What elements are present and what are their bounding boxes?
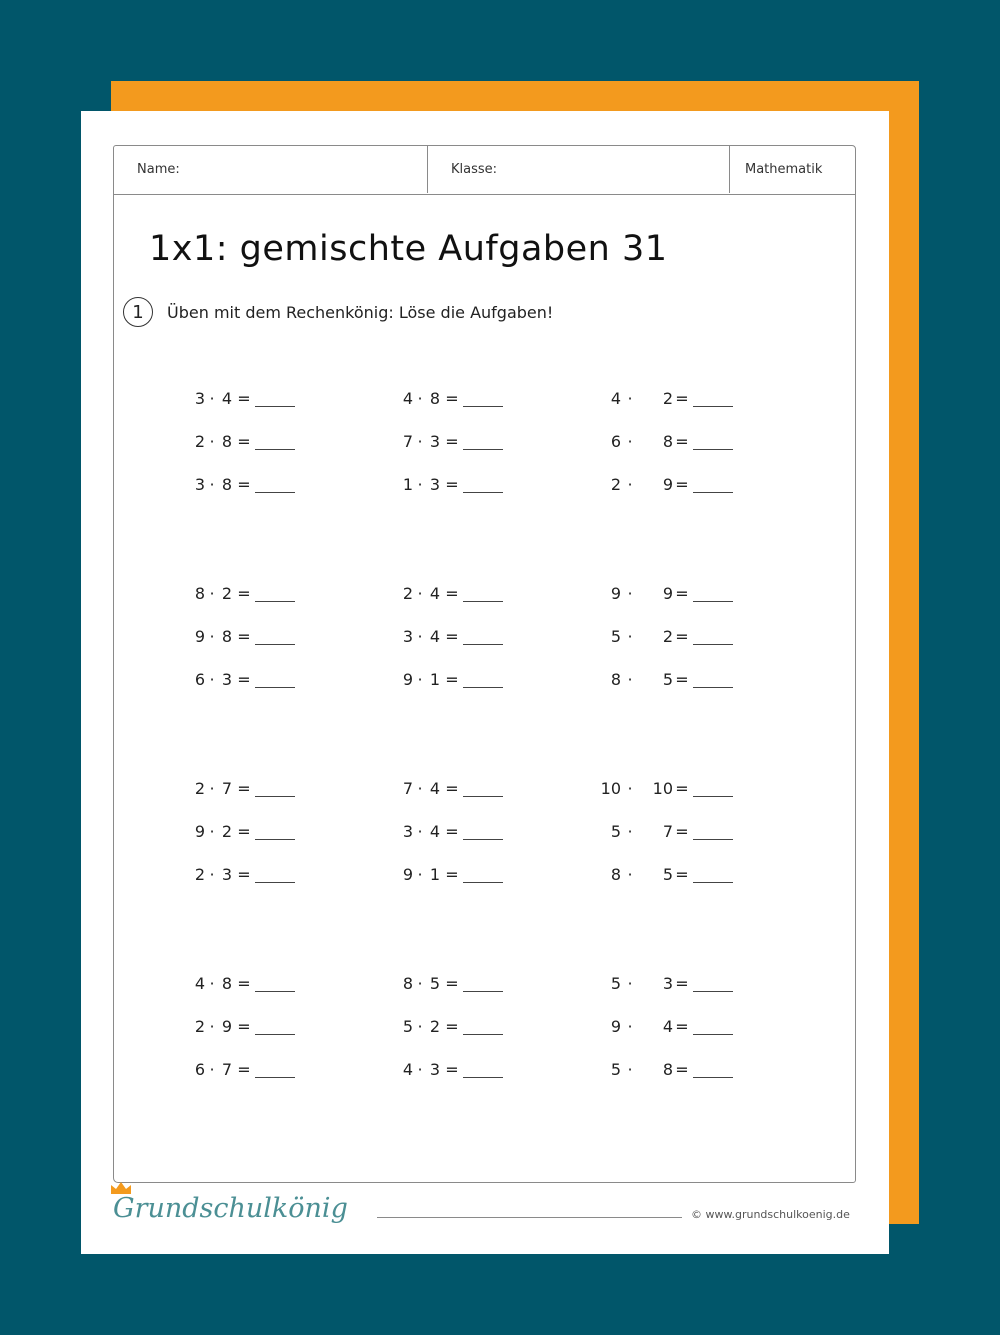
equation-row (383, 776, 503, 800)
task-instruction: Üben mit dem Rechenkönig: Löse die Aufgaben! (167, 302, 554, 322)
answer-blank[interactable] (255, 866, 295, 883)
equation-row (591, 624, 733, 648)
answer-blank[interactable] (693, 585, 733, 602)
multiply-sign: · (209, 583, 215, 603)
equation-row (175, 862, 295, 886)
multiply-sign: · (627, 1059, 633, 1079)
factor-b: 8 (221, 431, 233, 451)
factor-b: 7 (662, 821, 673, 841)
answer-blank[interactable] (693, 628, 733, 645)
factor-b: 3 (429, 1059, 441, 1079)
equation-row (175, 1014, 295, 1038)
equals-sign: = (445, 626, 459, 646)
equation-row (383, 1014, 503, 1038)
equation-row (175, 667, 295, 691)
answer-blank[interactable] (255, 780, 295, 797)
equation-row (383, 1057, 503, 1081)
multiply-sign: · (417, 431, 423, 451)
equals-sign: = (675, 669, 689, 689)
equals-sign: = (675, 1059, 689, 1079)
factor-b: 3 (429, 474, 441, 494)
footer-url: © www.grundschulkoenig.de (691, 1208, 850, 1221)
equation-row (383, 667, 503, 691)
factor-a: 6 (194, 1059, 205, 1079)
factor-a: 8 (610, 864, 621, 884)
answer-blank[interactable] (693, 433, 733, 450)
factor-b: 3 (662, 973, 673, 993)
answer-blank[interactable] (693, 671, 733, 688)
multiply-sign: · (627, 778, 633, 798)
answer-blank[interactable] (255, 433, 295, 450)
multiply-sign: · (209, 1016, 215, 1036)
factor-b: 8 (662, 431, 673, 451)
factor-b: 4 (221, 388, 233, 408)
factor-a: 6 (610, 431, 621, 451)
factor-b: 3 (221, 864, 233, 884)
multiply-sign: · (627, 388, 633, 408)
factor-b: 2 (221, 821, 233, 841)
factor-b: 1 (429, 669, 441, 689)
factor-b: 4 (429, 626, 441, 646)
equals-sign: = (445, 864, 459, 884)
factor-b: 7 (221, 1059, 233, 1079)
equals-sign: = (445, 1016, 459, 1036)
multiply-sign: · (627, 1016, 633, 1036)
answer-blank[interactable] (463, 628, 503, 645)
answer-blank[interactable] (255, 390, 295, 407)
factor-a: 8 (194, 583, 205, 603)
multiply-sign: · (417, 864, 423, 884)
equals-sign: = (675, 973, 689, 993)
factor-a: 5 (402, 1016, 413, 1036)
factor-b: 3 (429, 431, 441, 451)
equals-sign: = (675, 583, 689, 603)
factor-b: 4 (429, 583, 441, 603)
equation-row (175, 386, 295, 410)
answer-blank[interactable] (255, 585, 295, 602)
multiply-sign: · (209, 669, 215, 689)
multiply-sign: · (627, 583, 633, 603)
equals-sign: = (445, 778, 459, 798)
equals-sign: = (237, 626, 251, 646)
equation-row (175, 429, 295, 453)
factor-a: 6 (194, 669, 205, 689)
answer-blank[interactable] (693, 780, 733, 797)
factor-b: 9 (662, 474, 673, 494)
factor-b: 9 (662, 583, 673, 603)
multiply-sign: · (627, 431, 633, 451)
equation-row (591, 819, 733, 843)
answer-blank[interactable] (463, 1061, 503, 1078)
equals-sign: = (445, 474, 459, 494)
answer-blank[interactable] (693, 476, 733, 493)
equals-sign: = (237, 669, 251, 689)
equation-row (175, 776, 295, 800)
multiply-sign: · (417, 778, 423, 798)
equals-sign: = (237, 388, 251, 408)
factor-a: 5 (610, 821, 621, 841)
equals-sign: = (445, 1059, 459, 1079)
equals-sign: = (675, 1016, 689, 1036)
factor-b: 9 (221, 1016, 233, 1036)
factor-b: 7 (221, 778, 233, 798)
header-divider (427, 145, 428, 193)
equals-sign: = (237, 864, 251, 884)
subject-label: Mathematik (745, 161, 823, 177)
multiply-sign: · (209, 474, 215, 494)
equals-sign: = (675, 474, 689, 494)
equals-sign: = (675, 626, 689, 646)
header-divider (729, 145, 730, 193)
equation-row (383, 386, 503, 410)
factor-a: 9 (402, 864, 413, 884)
factor-b: 8 (429, 388, 441, 408)
equals-sign: = (237, 821, 251, 841)
brand-logo: Grundschulkönig (113, 1193, 348, 1224)
factor-a: 8 (610, 669, 621, 689)
factor-a: 3 (402, 821, 413, 841)
answer-blank[interactable] (693, 866, 733, 883)
answer-blank[interactable] (463, 823, 503, 840)
factor-b: 8 (662, 1059, 673, 1079)
multiply-sign: · (417, 821, 423, 841)
multiply-sign: · (627, 973, 633, 993)
answer-blank[interactable] (463, 780, 503, 797)
equals-sign: = (675, 431, 689, 451)
task-instruction-row (123, 297, 553, 327)
factor-a: 2 (194, 1016, 205, 1036)
answer-blank[interactable] (463, 975, 503, 992)
answer-blank[interactable] (463, 476, 503, 493)
factor-b: 8 (221, 973, 233, 993)
equals-sign: = (675, 778, 689, 798)
multiply-sign: · (417, 1016, 423, 1036)
factor-a: 2 (610, 474, 621, 494)
equals-sign: = (237, 431, 251, 451)
answer-blank[interactable] (463, 866, 503, 883)
multiply-sign: · (209, 431, 215, 451)
equals-sign: = (237, 1059, 251, 1079)
worksheet-header (113, 145, 856, 195)
equation-row (591, 429, 733, 453)
class-field[interactable] (451, 145, 497, 193)
multiply-sign: · (417, 583, 423, 603)
factor-b: 2 (221, 583, 233, 603)
equals-sign: = (445, 973, 459, 993)
equals-sign: = (237, 778, 251, 798)
factor-b: 2 (662, 626, 673, 646)
factor-a: 2 (402, 583, 413, 603)
factor-a: 7 (402, 431, 413, 451)
equals-sign: = (445, 388, 459, 408)
multiply-sign: · (209, 973, 215, 993)
factor-b: 2 (429, 1016, 441, 1036)
equation-row (383, 819, 503, 843)
factor-b: 2 (662, 388, 673, 408)
factor-a: 9 (610, 1016, 621, 1036)
factor-a: 2 (194, 864, 205, 884)
factor-a: 3 (402, 626, 413, 646)
answer-blank[interactable] (693, 390, 733, 407)
factor-a: 5 (610, 626, 621, 646)
equals-sign: = (237, 973, 251, 993)
multiply-sign: · (417, 973, 423, 993)
answer-blank[interactable] (255, 476, 295, 493)
factor-b: 8 (221, 474, 233, 494)
answer-blank[interactable] (255, 1018, 295, 1035)
answer-blank[interactable] (693, 823, 733, 840)
equals-sign: = (445, 431, 459, 451)
multiply-sign: · (627, 864, 633, 884)
equation-row (383, 624, 503, 648)
factor-a: 5 (610, 973, 621, 993)
equation-row (591, 667, 733, 691)
factor-a: 8 (402, 973, 413, 993)
equation-row (591, 386, 733, 410)
multiply-sign: · (417, 669, 423, 689)
factor-a: 3 (194, 388, 205, 408)
name-label: Name: (137, 161, 180, 177)
answer-blank[interactable] (463, 585, 503, 602)
equation-row (175, 819, 295, 843)
multiply-sign: · (209, 388, 215, 408)
factor-b: 5 (662, 669, 673, 689)
footer-divider (377, 1217, 682, 1218)
answer-blank[interactable] (693, 1018, 733, 1035)
multiply-sign: · (417, 1059, 423, 1079)
multiply-sign: · (417, 626, 423, 646)
equation-row (591, 971, 733, 995)
multiply-sign: · (209, 778, 215, 798)
equation-row (175, 472, 295, 496)
equation-row (175, 1057, 295, 1081)
subject-field (745, 145, 822, 193)
equation-row (383, 862, 503, 886)
equals-sign: = (675, 864, 689, 884)
equation-row (591, 776, 733, 800)
factor-b: 1 (429, 864, 441, 884)
equals-sign: = (675, 388, 689, 408)
factor-a: 4 (402, 388, 413, 408)
task-number-badge: 1 (123, 297, 153, 327)
class-label: Klasse: (451, 161, 498, 177)
factor-b: 10 (652, 778, 673, 798)
factor-b: 3 (221, 669, 233, 689)
factor-a: 4 (194, 973, 205, 993)
equation-row (383, 472, 503, 496)
equals-sign: = (237, 474, 251, 494)
answer-blank[interactable] (463, 390, 503, 407)
worksheet-page (81, 111, 889, 1254)
equals-sign: = (237, 1016, 251, 1036)
multiply-sign: · (627, 474, 633, 494)
equals-sign: = (445, 583, 459, 603)
answer-blank[interactable] (463, 1018, 503, 1035)
equation-row (175, 971, 295, 995)
factor-a: 2 (194, 778, 205, 798)
factor-a: 4 (402, 1059, 413, 1079)
equation-row (591, 1014, 733, 1038)
multiply-sign: · (417, 388, 423, 408)
equation-row (383, 581, 503, 605)
answer-blank[interactable] (463, 433, 503, 450)
multiply-sign: · (209, 821, 215, 841)
answer-blank[interactable] (693, 1061, 733, 1078)
factor-a: 10 (600, 778, 621, 798)
factor-a: 4 (610, 388, 621, 408)
equals-sign: = (445, 669, 459, 689)
answer-blank[interactable] (255, 823, 295, 840)
factor-a: 9 (194, 626, 205, 646)
multiply-sign: · (209, 1059, 215, 1079)
factor-a: 9 (194, 821, 205, 841)
factor-a: 9 (402, 669, 413, 689)
factor-a: 7 (402, 778, 413, 798)
equation-row (591, 1057, 733, 1081)
equation-row (591, 862, 733, 886)
equation-row (591, 581, 733, 605)
multiply-sign: · (209, 864, 215, 884)
factor-b: 4 (662, 1016, 673, 1036)
page-title: 1x1: gemischte Aufgaben 31 (149, 229, 668, 269)
factor-a: 2 (194, 431, 205, 451)
factor-b: 8 (221, 626, 233, 646)
equals-sign: = (237, 583, 251, 603)
equation-row (383, 971, 503, 995)
equals-sign: = (445, 821, 459, 841)
equation-row (175, 581, 295, 605)
factor-a: 5 (610, 1059, 621, 1079)
factor-b: 4 (429, 778, 441, 798)
multiply-sign: · (627, 669, 633, 689)
answer-blank[interactable] (255, 628, 295, 645)
factor-b: 5 (662, 864, 673, 884)
answer-blank[interactable] (693, 975, 733, 992)
multiply-sign: · (417, 474, 423, 494)
factor-a: 9 (610, 583, 621, 603)
answer-blank[interactable] (255, 975, 295, 992)
multiply-sign: · (627, 821, 633, 841)
equals-sign: = (675, 821, 689, 841)
equation-row (175, 624, 295, 648)
factor-a: 3 (194, 474, 205, 494)
factor-b: 5 (429, 973, 441, 993)
answer-blank[interactable] (255, 671, 295, 688)
answer-blank[interactable] (463, 671, 503, 688)
equation-row (591, 472, 733, 496)
multiply-sign: · (209, 626, 215, 646)
multiply-sign: · (627, 626, 633, 646)
factor-a: 1 (402, 474, 413, 494)
name-field[interactable] (137, 145, 180, 193)
answer-blank[interactable] (255, 1061, 295, 1078)
factor-b: 4 (429, 821, 441, 841)
equation-row (383, 429, 503, 453)
